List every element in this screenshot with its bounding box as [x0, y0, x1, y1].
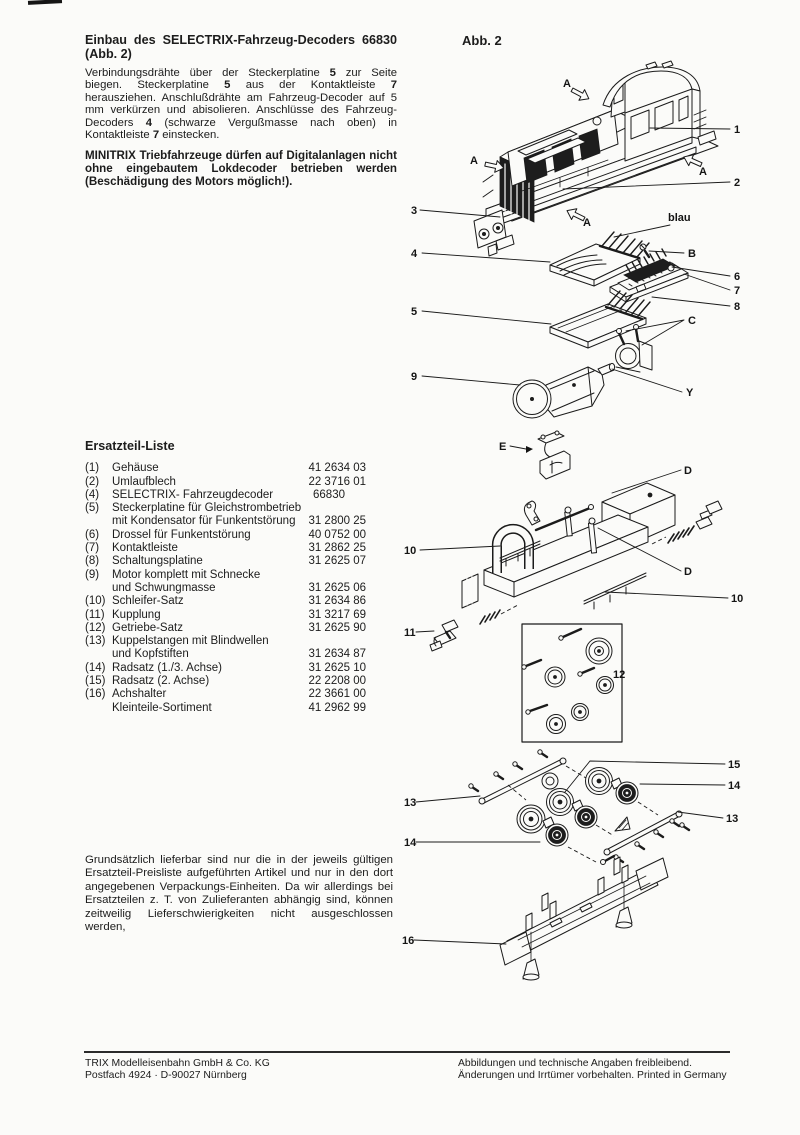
callout-4: 4 [411, 248, 418, 260]
part-code: 22 2208 00 [308, 675, 366, 688]
part-code: 31 2625 06 [308, 581, 366, 594]
part-code: 31 2625 07 [308, 555, 366, 568]
footer-note-line2: Änderungen und Irrtümer vorbehalten. Printed in Germany [458, 1069, 727, 1081]
part-number: (15) [85, 675, 106, 688]
callout-b: B [688, 248, 696, 260]
part-code: 31 2634 87 [308, 648, 366, 661]
parts-row [85, 462, 366, 475]
parts-row [85, 529, 366, 542]
parts-row [85, 502, 366, 529]
part-code: 31 2862 25 [308, 542, 366, 555]
install-heading: Einbau des SELECTRIX-Fahrzeug-Decoders 66830 [85, 33, 397, 47]
part-code: 31 2625 90 [308, 621, 366, 634]
footer-note-line1: Abbildungen und technische Angaben freibleibend. [458, 1058, 692, 1069]
parts-row [85, 476, 366, 489]
part-name: Radsatz (2. Achse) [112, 675, 210, 688]
footer-company [85, 1058, 270, 1082]
part-code: 31 2800 25 [308, 515, 366, 528]
part-number: (1) [85, 462, 100, 475]
callout-11: 11 [404, 627, 416, 639]
locomotive-body [474, 61, 718, 256]
callout-13-left: 13 [404, 797, 417, 809]
callout-1: 1 [734, 124, 741, 136]
part-number: (9) [85, 568, 100, 581]
callout-a-top: A [563, 78, 571, 90]
part-number: (7) [85, 542, 100, 555]
part-number: (10) [85, 595, 106, 608]
part-number: (8) [85, 555, 100, 568]
wheel-sets [469, 750, 689, 862]
part-code: 31 2625 10 [308, 661, 366, 674]
part-number: (5) [85, 502, 100, 515]
parts-row [85, 702, 366, 715]
part-code: 22 3661 00 [308, 688, 366, 701]
callout-d-top: D [684, 465, 692, 477]
install-body: Verbindungsdrähte über der Steckerplatine 5 zur Seite biegen. Steckerplatine 5 aus der Kontaktleiste 7 herausziehen. Anschlußdrähte am Fahrzeug-Decoder auf 5 mm verkürzen und abisolieren. Anschlüsse des Fahrzeug-Decoders 4 (schwarze Vergußmasse nach oben) in Kontaktleiste 7 einstecken. [85, 67, 397, 142]
part-name: Umlaufblech [112, 475, 176, 488]
part-number: (12) [85, 621, 106, 634]
parts-row [85, 688, 366, 701]
callout-7: 7 [734, 285, 741, 297]
part-code: 41 2962 99 [308, 701, 366, 714]
footer-company-address: Postfach 4924 · D-90027 Nürnberg [85, 1069, 247, 1081]
callout-d-bottom: D [684, 566, 692, 578]
axle-holder-plate [500, 856, 668, 980]
part-name: Kuppelstangen mit Blindwellen und Kopfstiften [112, 635, 269, 661]
callout-14-left: 14 [404, 837, 417, 849]
footer-note [458, 1058, 727, 1082]
part-name: Radsatz (1./3. Achse) [112, 661, 222, 674]
callout-14-right: 14 [728, 780, 741, 792]
parts-row [85, 542, 366, 555]
part-number: (16) [85, 688, 106, 701]
warning-text: MINITRIX Triebfahrzeuge dürfen auf Digitalanlagen nicht ohne eingebautem Lokdecoder betrieben werden (Beschädigung des Motors möglich!). [85, 149, 397, 189]
callout-a-right: A [699, 166, 707, 178]
part-code: 41 2634 03 [308, 462, 366, 475]
part-name: Gehäuse [112, 462, 159, 475]
parts-row [85, 622, 366, 635]
chassis [462, 483, 722, 609]
footer-company-name: TRIX Modelleisenbahn GmbH & Co. KG [85, 1058, 270, 1069]
part-name: Kleinteile-Sortiment [112, 701, 212, 714]
part-name: Kontaktleiste [112, 542, 178, 555]
part-code: 40 0752 00 [308, 528, 366, 541]
callout-16: 16 [402, 935, 415, 947]
callout-3: 3 [411, 205, 418, 217]
part-name: Drossel für Funkentstörung [112, 528, 251, 541]
callout-a-left: A [470, 155, 478, 167]
parts-list [85, 440, 366, 715]
part-code: 31 3217 69 [308, 608, 366, 621]
callout-e: E [499, 441, 507, 453]
callout-a-bottom: A [583, 217, 591, 229]
part-name: Motor komplett mit Schnecke und Schwungmasse [112, 568, 261, 594]
part-name: SELECTRIX- Fahrzeugdecoder [112, 488, 274, 501]
part-code: 22 3716 01 [308, 475, 366, 488]
coupling [430, 605, 518, 651]
coupling-holder [538, 431, 570, 479]
callout-10-left: 10 [404, 545, 417, 557]
callout-9: 9 [411, 371, 418, 383]
callout-2: 2 [734, 177, 741, 189]
callout-15: 15 [728, 759, 741, 771]
part-name: Achshalter [112, 688, 167, 701]
callout-10-right: 10 [731, 593, 744, 605]
callout-blau: blau [668, 212, 691, 224]
part-name: Steckerplatine für Gleichstrombetrieb mit Kondensator für Funkentstörung [112, 502, 302, 528]
callout-6: 6 [734, 271, 741, 283]
cardan-bracket [616, 325, 653, 373]
parts-rows [85, 462, 366, 715]
part-name: Schaltungsplatine [112, 555, 203, 568]
part-name: Kupplung [112, 608, 161, 621]
part-name: Schleifer-Satz [112, 595, 184, 608]
callout-12: 12 [613, 669, 626, 681]
install-heading-ref: (Abb. 2) [85, 46, 132, 61]
parts-row [85, 675, 366, 688]
install-section [85, 34, 397, 188]
part-number: (4) [85, 488, 100, 501]
parts-row [85, 555, 366, 568]
part-number: (2) [85, 475, 100, 488]
part-number: (14) [85, 661, 106, 674]
part-code: 31 2634 86 [308, 595, 366, 608]
availability-note: Grundsätzlich lieferbar sind nur die in der jeweils gültigen Ersatzteil-Preisliste aufgeführten Artikel und nur in den dort angegebenen Verpackungs-Einheiten. Da wir allerdings bei Ersatzteilen z. T. von Zulieferanten abhängig sind, können zeitweilig Lieferschwierigkeiten nicht ausgeschlossen werden, [85, 854, 393, 934]
parts-row [85, 569, 366, 596]
parts-row [85, 662, 366, 675]
parts-row [85, 595, 366, 608]
callout-8: 8 [734, 301, 741, 313]
plug-board [550, 291, 650, 348]
parts-row [85, 489, 366, 502]
part-code: 66830 [313, 488, 345, 501]
part-name: Getriebe-Satz [112, 621, 183, 634]
parts-row [85, 635, 366, 662]
exploded-diagram [400, 25, 770, 1015]
callout-y: Y [686, 387, 694, 399]
part-number: (11) [85, 608, 105, 621]
callout-5: 5 [411, 306, 418, 318]
part-number: (6) [85, 528, 100, 541]
figure-caption: Abb. 2 [462, 33, 502, 48]
parts-heading: Ersatzteil-Liste [85, 439, 175, 453]
callout-c: C [688, 315, 696, 327]
callout-labels [402, 78, 743, 947]
screw [640, 244, 649, 257]
scan-artifact [28, 0, 62, 5]
motor [513, 363, 615, 418]
callout-13-right: 13 [726, 813, 739, 825]
parts-row [85, 609, 366, 622]
gear-set [522, 624, 622, 742]
part-number: (13) [85, 635, 106, 648]
footer-rule [84, 1051, 730, 1053]
